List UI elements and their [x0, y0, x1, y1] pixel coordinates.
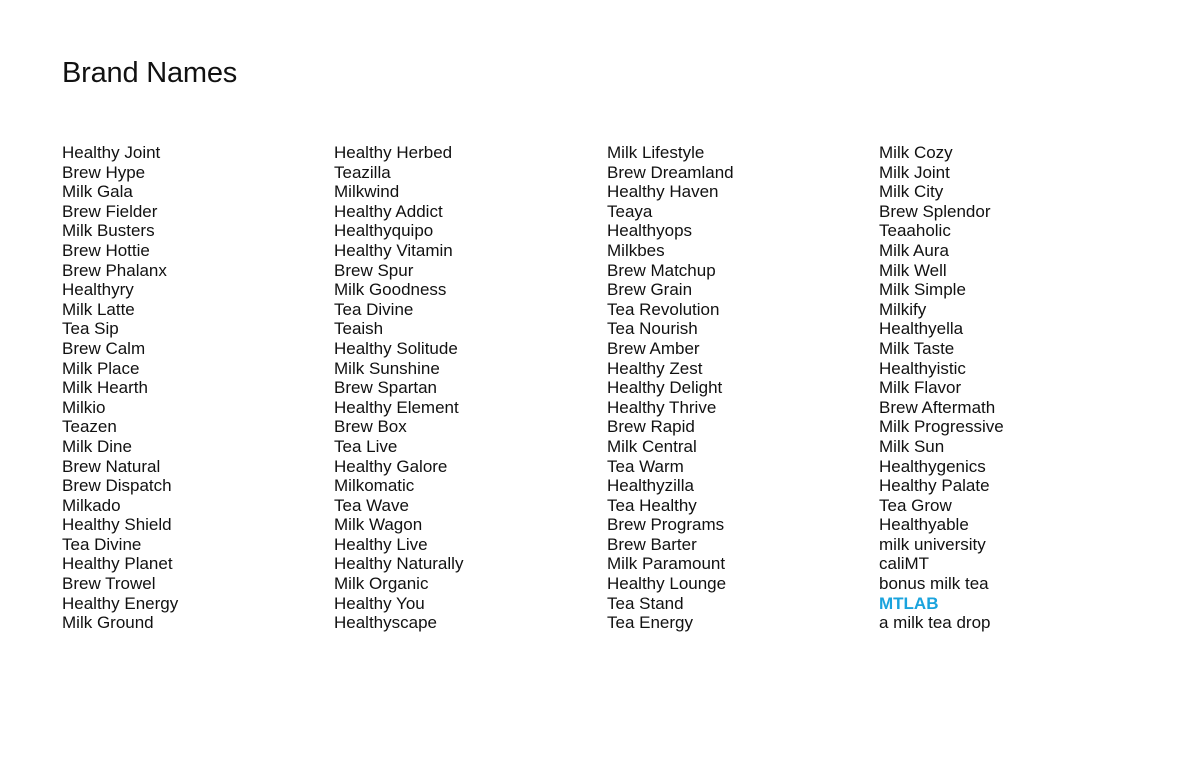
- brand-name-item: Milk Well: [879, 260, 947, 280]
- brand-name-item: Tea Divine: [62, 534, 142, 554]
- brand-name-item: Milk Simple: [879, 280, 966, 300]
- brand-name-item: Milkify: [879, 299, 927, 319]
- brand-name-item: Milk Sunshine: [334, 358, 440, 378]
- brand-name-item: Healthy Vitamin: [334, 240, 453, 260]
- highlighted-brand-name: MTLAB: [879, 593, 939, 613]
- brand-name-item: Tea Grow: [879, 495, 952, 515]
- brand-name-item: bonus milk tea: [879, 574, 989, 594]
- brand-name-item: Brew Hype: [62, 162, 146, 182]
- brand-column-1: [62, 143, 322, 633]
- brand-name-item: Milk Flavor: [879, 378, 962, 398]
- brand-name-item: Healthy Naturally: [334, 554, 464, 574]
- brand-name-item: Milk Taste: [879, 338, 955, 358]
- brand-name-item: Milk Busters: [62, 221, 155, 241]
- brand-name-item: Milk Hearth: [62, 378, 148, 398]
- brand-name-item: Tea Healthy: [607, 495, 697, 515]
- brand-name-item: Milk Latte: [62, 299, 135, 319]
- brand-name-item: Milk City: [879, 182, 944, 202]
- brand-name-item: Healthyella: [879, 319, 964, 339]
- brand-name-item: caliMT: [879, 554, 930, 574]
- brand-name-item: milk university: [879, 534, 986, 554]
- brand-name-item: Healthy Addict: [334, 201, 443, 221]
- brand-name-item: Brew Barter: [607, 534, 697, 554]
- brand-name-item: Healthyry: [62, 280, 134, 300]
- brand-name-item: a milk tea drop: [879, 613, 991, 633]
- brand-name-item: Brew Programs: [607, 515, 725, 535]
- brand-name-item: Tea Stand: [607, 593, 684, 613]
- brand-name-item: Milkbes: [607, 240, 665, 260]
- brand-name-item: Healthy Zest: [607, 358, 703, 378]
- page-title: Brand Names: [62, 57, 238, 89]
- brand-name-item: Healthy Element: [334, 397, 459, 417]
- brand-name-item: Brew Phalanx: [62, 260, 167, 280]
- brand-name-item: Healthyops: [607, 221, 693, 241]
- brand-name-item: Milk Lifestyle: [607, 143, 705, 162]
- brand-name-item: Brew Matchup: [607, 260, 716, 280]
- brand-name-item: Milk Ground: [62, 613, 154, 633]
- brand-name-item: Milk Wagon: [334, 515, 423, 535]
- brand-name-item: Healthy Lounge: [607, 574, 727, 594]
- brand-name-item: Milkwind: [334, 182, 400, 202]
- brand-name-item: Healthyzilla: [607, 476, 694, 496]
- brand-name-item: Brew Calm: [62, 338, 146, 358]
- brand-name-item: Healthyscape: [334, 613, 438, 633]
- brand-name-item: Brew Trowel: [62, 574, 156, 594]
- brand-name-item: Brew Rapid: [607, 417, 695, 437]
- brand-name-item: Teazilla: [334, 162, 391, 182]
- brand-name-item: Teaaholic: [879, 221, 951, 241]
- brand-name-item: Milk Goodness: [334, 280, 447, 300]
- brand-name-item: Tea Live: [334, 436, 398, 456]
- brand-name-item: Healthy Live: [334, 534, 428, 554]
- brand-name-item: Healthyquipo: [334, 221, 434, 241]
- brand-name-item: Healthy Delight: [607, 378, 723, 398]
- brand-name-item: Brew Natural: [62, 456, 161, 476]
- brand-name-item: Brew Splendor: [879, 201, 991, 221]
- brand-name-item: Milk Paramount: [607, 554, 726, 574]
- brand-name-item: Brew Amber: [607, 338, 700, 358]
- brand-name-item: Healthyable: [879, 515, 969, 535]
- brand-name-item: Milk Joint: [879, 162, 950, 182]
- brand-column-2: [334, 143, 594, 633]
- brand-name-item: Milk Dine: [62, 436, 132, 456]
- brand-name-item: Brew Spartan: [334, 378, 437, 398]
- brand-name-item: Healthy Solitude: [334, 338, 458, 358]
- brand-name-item: Tea Divine: [334, 299, 414, 319]
- brand-name-item: Healthygenics: [879, 456, 986, 476]
- brand-name-item: Healthy Palate: [879, 476, 990, 496]
- brand-name-item: Healthy Shield: [62, 515, 172, 535]
- brand-name-item: Healthy Joint: [62, 143, 161, 162]
- brand-column-4: [879, 143, 1139, 633]
- brand-name-item: Tea Wave: [334, 495, 409, 515]
- brand-name-item: Brew Aftermath: [879, 397, 996, 417]
- brand-name-item: Brew Spur: [334, 260, 414, 280]
- brand-name-item: Tea Warm: [607, 456, 684, 476]
- brand-name-item: Brew Dispatch: [62, 476, 172, 496]
- brand-name-item: Milk Aura: [879, 240, 949, 260]
- brand-name-item: Tea Nourish: [607, 319, 698, 339]
- brand-name-columns: [62, 143, 1162, 643]
- brand-name-item: Brew Grain: [607, 280, 693, 300]
- brand-column-3: [607, 143, 867, 633]
- brand-name-item: Milkomatic: [334, 476, 415, 496]
- brand-name-item: Healthy Haven: [607, 182, 719, 202]
- brand-name-item: Milkio: [62, 397, 106, 417]
- brand-name-item: Milk Central: [607, 436, 697, 456]
- brand-name-item: Brew Fielder: [62, 201, 158, 221]
- brand-name-item: Milk Cozy: [879, 143, 953, 162]
- brand-name-item: Tea Revolution: [607, 299, 720, 319]
- brand-name-item: Teaish: [334, 319, 384, 339]
- brand-name-item: Brew Hottie: [62, 240, 150, 260]
- brand-name-item: Healthy Galore: [334, 456, 448, 476]
- brand-name-item: Tea Energy: [607, 613, 693, 633]
- brand-name-item: Healthyistic: [879, 358, 966, 378]
- brand-name-item: Healthy Planet: [62, 554, 173, 574]
- brand-name-item: Brew Box: [334, 417, 407, 437]
- brand-name-item: Tea Sip: [62, 319, 119, 339]
- brand-name-item: Milkado: [62, 495, 121, 515]
- brand-name-item: Teaya: [607, 201, 653, 221]
- brand-name-item: Milk Place: [62, 358, 140, 378]
- brand-name-item: Milk Progressive: [879, 417, 1004, 437]
- brand-name-item: Milk Gala: [62, 182, 133, 202]
- brand-name-item: Healthy Energy: [62, 593, 179, 613]
- brand-name-item: Teazen: [62, 417, 117, 437]
- brand-name-item: Healthy Herbed: [334, 143, 453, 162]
- brand-name-item: Healthy You: [334, 593, 425, 613]
- brand-name-item: Milk Sun: [879, 436, 945, 456]
- brand-name-item: Brew Dreamland: [607, 162, 734, 182]
- brand-name-item: Healthy Thrive: [607, 397, 717, 417]
- brand-name-item: Milk Organic: [334, 574, 429, 594]
